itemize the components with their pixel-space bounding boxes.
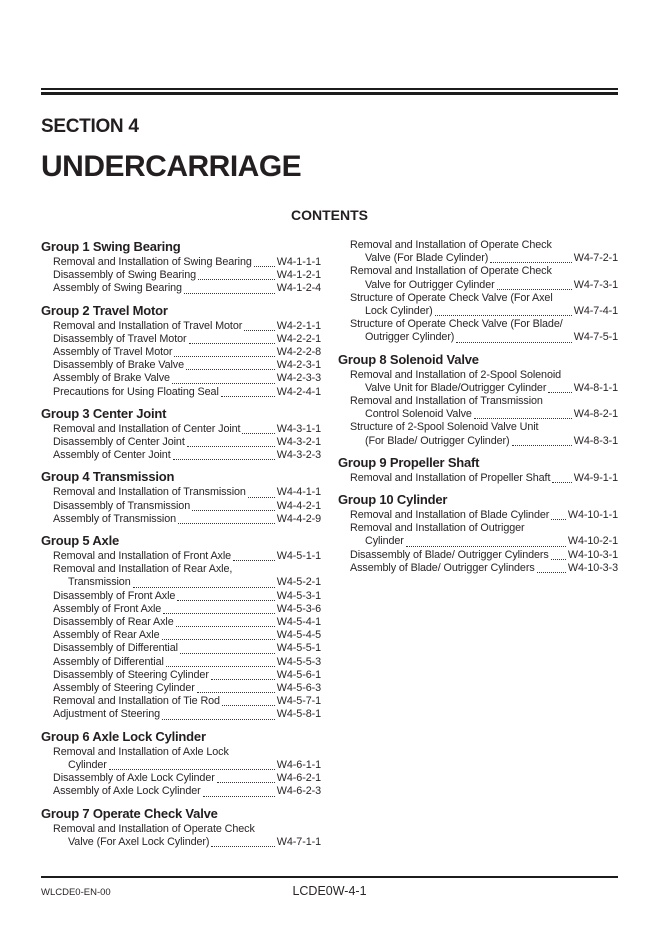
dot-leader [474, 418, 572, 419]
toc-entry-line [350, 562, 618, 575]
dot-leader [435, 315, 572, 316]
toc-entry-line [53, 603, 321, 616]
toc-entry-text: Structure of Operate Check Valve (For Blade/ [350, 318, 563, 331]
toc-entry-text: Disassembly of Brake Valve [53, 359, 185, 372]
toc-entry [53, 616, 321, 629]
dot-leader [166, 666, 275, 667]
dot-leader [537, 572, 566, 573]
page-footer [41, 884, 618, 900]
toc-entry-text: Removal and Installation of Propeller Shaft [350, 471, 551, 484]
toc-entry [53, 603, 321, 616]
toc-entry-line [53, 642, 321, 655]
toc-entry-line [350, 509, 618, 522]
toc-entry-list [41, 423, 321, 463]
toc-entry [53, 333, 321, 346]
toc-group [41, 806, 321, 849]
dot-leader [162, 719, 275, 720]
toc-page-ref: W4-3-2-3 [276, 449, 321, 462]
toc-column-left [41, 239, 321, 849]
toc-entry [53, 423, 321, 436]
toc-group [41, 729, 321, 799]
toc-entry [350, 318, 618, 344]
dot-leader [189, 343, 275, 344]
toc-entry [53, 695, 321, 708]
toc-page-ref: W4-4-1-1 [276, 486, 321, 499]
toc-entry-text: Disassembly of Transmission [53, 499, 191, 512]
toc-entry [53, 513, 321, 526]
toc-entry-line [53, 436, 321, 449]
toc-group [41, 469, 321, 526]
toc-entry-line [53, 682, 321, 695]
contents-heading: CONTENTS [291, 207, 368, 223]
dot-leader [177, 600, 274, 601]
dot-leader [211, 679, 275, 680]
toc-group-title: Group 7 Operate Check Valve [41, 805, 218, 821]
toc-entry [350, 265, 618, 291]
toc-page-ref: W4-5-4-5 [276, 629, 321, 642]
toc-entry-line [350, 265, 618, 278]
toc-entry-line [53, 423, 321, 436]
toc-entry [53, 359, 321, 372]
toc-entry-line [53, 500, 321, 513]
toc-entry-line [350, 549, 618, 562]
toc-entry [350, 239, 618, 265]
toc-entry-line [53, 629, 321, 642]
toc-entry-text: Removal and Installation of Travel Motor [53, 319, 243, 332]
toc-entry [53, 346, 321, 359]
toc-page-ref: W4-5-6-3 [276, 682, 321, 695]
toc-entry [53, 708, 321, 721]
toc-entry-line [350, 382, 618, 395]
toc-entry-text: Removal and Installation of Rear Axle, [53, 563, 233, 576]
toc-entry [350, 421, 618, 447]
dot-leader [406, 546, 566, 547]
toc-entry [53, 682, 321, 695]
toc-page-ref: W4-4-2-1 [276, 499, 321, 512]
toc-entry [53, 669, 321, 682]
toc-entry-line [53, 590, 321, 603]
toc-entry-line [350, 331, 618, 344]
toc-entry-list [41, 256, 321, 296]
toc-entry-text: Assembly of Blade/ Outrigger Cylinders [350, 561, 535, 574]
page-title: UNDERCARRIAGE [41, 150, 302, 183]
toc-entry-list [41, 823, 321, 849]
toc-entry-text: Removal and Installation of Operate Check [350, 239, 552, 251]
dot-leader [173, 459, 275, 460]
toc-entry-line [53, 449, 321, 462]
toc-entry-text: Assembly of Brake Valve [53, 372, 170, 385]
toc-page-ref: W4-5-3-6 [276, 602, 321, 615]
toc-page-ref: W4-6-2-1 [276, 772, 321, 785]
toc-entry [53, 256, 321, 269]
toc-page-ref: W4-10-3-1 [567, 548, 618, 561]
toc-page-ref: W4-2-3-1 [276, 359, 321, 372]
toc-entry-line [53, 372, 321, 385]
toc-page-ref: W4-7-4-1 [573, 305, 618, 318]
toc-group-title: Group 4 Transmission [41, 469, 175, 485]
toc-entry-line [350, 239, 618, 252]
toc-group-title: Group 9 Propeller Shaft [338, 454, 480, 470]
dot-leader [552, 482, 571, 483]
toc-group-title: Group 8 Solenoid Valve [338, 351, 479, 367]
toc-entry-list [338, 509, 618, 575]
toc-entry [53, 550, 321, 563]
toc-entry-list [41, 550, 321, 722]
toc-page-ref: W4-2-4-1 [276, 385, 321, 398]
toc-entry-line [350, 395, 618, 408]
toc-entry-text: Disassembly of Axle Lock Cylinder [53, 772, 215, 785]
dot-leader [174, 356, 274, 357]
toc-entry-line [53, 616, 321, 629]
toc-entry-line [53, 669, 321, 682]
toc-entry-text: Removal and Installation of Transmission [53, 486, 246, 499]
toc-entry-line [53, 746, 321, 759]
toc-entry [53, 436, 321, 449]
dot-leader [176, 626, 275, 627]
toc-entry [350, 369, 618, 395]
toc-entry-text: Disassembly of Center Joint [53, 436, 185, 449]
toc-entry-list [41, 486, 321, 526]
toc-page-ref: W4-5-2-1 [276, 576, 321, 589]
dot-leader [497, 289, 572, 290]
toc-entry-line [53, 346, 321, 359]
toc-page-ref: W4-2-2-1 [276, 332, 321, 345]
toc-entry-line [53, 785, 321, 798]
footer-doc-code: WLCDE0-EN-00 [41, 887, 111, 898]
toc-page-ref: W4-1-1-1 [276, 256, 321, 268]
dot-leader [163, 613, 275, 614]
toc-group-title: Group 1 Swing Bearing [41, 239, 181, 254]
dot-leader [133, 587, 275, 588]
toc-page-ref: W4-4-2-9 [276, 512, 321, 525]
dot-leader [211, 846, 274, 847]
dot-leader [512, 445, 572, 446]
dot-leader [456, 342, 571, 343]
toc-page-ref: W4-6-2-3 [276, 785, 321, 798]
toc-entry-text: Structure of Operate Check Valve (For Axel [350, 291, 553, 304]
toc-entry [53, 320, 321, 333]
section-label: SECTION 4 [41, 116, 139, 137]
toc-entry-text: Assembly of Rear Axle [53, 629, 160, 642]
dot-leader [172, 383, 275, 384]
header-double-rule [41, 88, 618, 95]
toc-entry-text: Cylinder [68, 758, 107, 771]
toc-entry-line [53, 708, 321, 721]
toc-page-ref: W4-9-1-1 [573, 471, 618, 484]
toc-entry-line [350, 305, 618, 318]
dot-leader [178, 523, 275, 524]
toc-entry [53, 772, 321, 785]
toc-page-ref: W4-2-1-1 [276, 319, 321, 332]
toc-entry-line [53, 836, 321, 849]
toc-entry [53, 785, 321, 798]
toc-group [338, 239, 618, 345]
toc-entry-line [53, 333, 321, 346]
toc-page-ref: W4-2-3-3 [276, 372, 321, 385]
toc-entry-text: Removal and Installation of Swing Bearing [53, 256, 252, 268]
toc-group [338, 492, 618, 575]
dot-leader [184, 293, 275, 294]
dot-leader [192, 510, 275, 511]
toc-page-ref: W4-5-7-1 [276, 695, 321, 708]
toc-group [338, 455, 618, 485]
toc-entry [53, 563, 321, 589]
toc-entry-text: Valve Unit for Blade/Outrigger Cylinder [365, 381, 547, 394]
toc-page-ref: W4-10-3-3 [567, 561, 618, 574]
toc-entry-line [350, 279, 618, 292]
toc-entry-text: (For Blade/ Outrigger Cylinder) [365, 434, 510, 447]
toc-entry-text: Disassembly of Front Axle [53, 589, 176, 602]
toc-entry-text: Assembly of Axle Lock Cylinder [53, 785, 201, 798]
toc-page-ref: W4-5-1-1 [276, 550, 321, 563]
toc-entry-text: Valve (For Axel Lock Cylinder) [68, 835, 210, 848]
dot-leader [254, 266, 275, 267]
dot-leader [222, 705, 275, 706]
toc-entry-line [53, 282, 321, 295]
dot-leader [187, 446, 275, 447]
footer-page-code: LCDE0W-4-1 [292, 884, 367, 898]
toc-entry-text: Disassembly of Travel Motor [53, 332, 187, 345]
toc-entry-list [41, 746, 321, 799]
toc-group-title: Group 10 Cylinder [338, 492, 448, 508]
toc-entry [53, 486, 321, 499]
toc-entry-line [53, 256, 321, 269]
toc-entry-text: Control Solenoid Valve [365, 408, 472, 421]
toc-entry [53, 500, 321, 513]
toc-entry-text: Structure of 2-Spool Solenoid Valve Unit [350, 421, 539, 434]
toc-entry-text: Assembly of Travel Motor [53, 346, 173, 359]
toc-page-ref: W4-5-6-1 [276, 668, 321, 681]
dot-leader [248, 497, 275, 498]
dot-leader [217, 782, 275, 783]
toc-entry-text: Cylinder [365, 535, 404, 548]
toc-entry [53, 372, 321, 385]
toc-entry [350, 395, 618, 421]
toc-page-ref: W4-7-2-1 [573, 252, 618, 265]
dot-leader [186, 369, 275, 370]
toc-entry-line [350, 472, 618, 485]
toc-entry-text: Removal and Installation of Axle Lock [53, 745, 229, 758]
toc-entry-line [53, 386, 321, 399]
toc-entry [350, 472, 618, 485]
toc-entry-text: Removal and Installation of Front Axle [53, 550, 232, 563]
toc-entry-text: Removal and Installation of 2-Spool Solenoid [350, 368, 562, 381]
dot-leader [180, 653, 275, 654]
toc-entry-line [350, 522, 618, 535]
toc-entry-text: Disassembly of Blade/ Outrigger Cylinders [350, 548, 549, 561]
toc-entry-line [53, 772, 321, 785]
toc-entry-text: Disassembly of Swing Bearing [53, 269, 197, 282]
toc-entry-text: Removal and Installation of Operate Check [53, 822, 255, 835]
toc-entry [53, 642, 321, 655]
toc-entry [53, 746, 321, 772]
toc-page-ref: W4-3-2-1 [276, 436, 321, 449]
toc-entry-text: Valve for Outrigger Cylinder [365, 278, 495, 291]
toc-entry [350, 562, 618, 575]
toc-page-ref: W4-8-3-1 [573, 434, 618, 447]
toc-entry-line [53, 550, 321, 563]
toc-entry [53, 823, 321, 849]
dot-leader [221, 396, 275, 397]
toc-entry-text: Precautions for Using Floating Seal [53, 385, 219, 398]
toc-entry-line [53, 513, 321, 526]
toc-entry-text: Assembly of Center Joint [53, 449, 171, 462]
toc-entry [53, 449, 321, 462]
toc-group [41, 239, 321, 296]
toc-entry-text: Removal and Installation of Tie Rod [53, 695, 220, 708]
toc-entry-list [41, 320, 321, 399]
toc-entry-text: Assembly of Transmission [53, 512, 177, 525]
dot-leader [244, 330, 275, 331]
toc-page-ref: W4-5-3-1 [276, 589, 321, 602]
toc-entry-line [53, 576, 321, 589]
toc-group [41, 406, 321, 463]
toc-entry-text: Disassembly of Steering Cylinder [53, 668, 209, 681]
toc-entry [350, 522, 618, 548]
toc-entry-text: Removal and Installation of Transmission [350, 395, 543, 408]
toc-entry-text: Removal and Installation of Outrigger [350, 522, 525, 535]
toc-page-ref: W4-5-4-1 [276, 616, 321, 629]
toc-entry-text: Assembly of Swing Bearing [53, 282, 182, 295]
toc-entry-text: Removal and Installation of Operate Check [350, 265, 552, 278]
toc-entry-text: Removal and Installation of Blade Cylinder [350, 509, 550, 522]
toc-page-ref: W4-5-5-1 [276, 642, 321, 655]
toc-entry-text: Disassembly of Differential [53, 642, 178, 655]
header-rule-thin [41, 88, 618, 90]
toc-entry [350, 292, 618, 318]
header-rule-thick [41, 92, 618, 95]
toc-page-ref: W4-10-1-1 [567, 509, 618, 522]
toc-group-title: Group 5 Axle [41, 533, 120, 549]
toc-entry-text: Assembly of Front Axle [53, 602, 162, 615]
toc-entry-text: Outrigger Cylinder) [365, 331, 455, 344]
toc-entry-text: Valve (For Blade Cylinder) [365, 252, 489, 265]
toc-group-title: Group 2 Travel Motor [41, 302, 168, 318]
toc-entry [53, 386, 321, 399]
toc-entry-line [53, 359, 321, 372]
dot-leader [162, 639, 275, 640]
toc-page-ref: W4-6-1-1 [276, 758, 321, 771]
toc-entry-text: Removal and Installation of Center Joint [53, 422, 241, 435]
toc-entry-list [338, 472, 618, 485]
toc-entry-line [53, 695, 321, 708]
dot-leader [490, 262, 572, 263]
toc-group [338, 352, 618, 448]
table-of-contents [41, 239, 618, 849]
toc-entry-list [338, 239, 618, 345]
toc-entry-line [350, 369, 618, 382]
toc-page-ref: W4-5-5-3 [276, 655, 321, 668]
dot-leader [198, 279, 275, 280]
toc-entry-line [53, 823, 321, 836]
toc-entry-line [53, 320, 321, 333]
toc-entry-line [53, 486, 321, 499]
dot-leader [197, 692, 275, 693]
toc-entry-text: Adjustment of Steering [53, 708, 161, 721]
toc-page-ref: W4-7-5-1 [573, 331, 618, 344]
page-content [0, 88, 659, 849]
toc-entry-line [53, 759, 321, 772]
dot-leader [551, 559, 566, 560]
toc-entry-line [350, 408, 618, 421]
toc-entry [350, 549, 618, 562]
toc-entry-list [338, 369, 618, 448]
toc-entry [53, 269, 321, 282]
toc-group-title: Group 3 Center Joint [41, 405, 167, 421]
toc-group [41, 533, 321, 722]
toc-entry [53, 282, 321, 295]
toc-page-ref: W4-5-8-1 [276, 708, 321, 721]
toc-entry-text: Assembly of Steering Cylinder [53, 682, 195, 695]
toc-entry [53, 629, 321, 642]
dot-leader [233, 560, 275, 561]
dot-leader [109, 769, 275, 770]
toc-group-title: Group 6 Axle Lock Cylinder [41, 728, 206, 744]
dot-leader [203, 796, 275, 797]
toc-group [41, 303, 321, 399]
dot-leader [242, 433, 274, 434]
toc-page-ref: W4-8-2-1 [573, 408, 618, 421]
toc-entry-line [350, 292, 618, 305]
toc-entry-text: Assembly of Differential [53, 655, 164, 668]
toc-page-ref: W4-10-2-1 [567, 535, 618, 548]
toc-column-right [338, 239, 618, 849]
toc-entry [350, 509, 618, 522]
toc-page-ref: W4-8-1-1 [573, 381, 618, 394]
toc-entry-line [53, 656, 321, 669]
toc-entry-text: Transmission [68, 576, 131, 589]
toc-entry [53, 656, 321, 669]
toc-entry-text: Disassembly of Rear Axle [53, 616, 174, 629]
toc-page-ref: W4-7-1-1 [276, 835, 321, 848]
toc-page-ref: W4-2-2-8 [276, 346, 321, 359]
toc-page-ref: W4-3-1-1 [276, 422, 321, 435]
toc-page-ref: W4-1-2-1 [276, 269, 321, 282]
toc-page-ref: W4-1-2-4 [276, 282, 321, 295]
toc-entry [53, 590, 321, 603]
dot-leader [551, 519, 566, 520]
footer-rule [41, 876, 618, 878]
toc-entry-line [350, 421, 618, 434]
toc-entry-line [53, 269, 321, 282]
toc-entry-line [350, 252, 618, 265]
toc-entry-line [350, 318, 618, 331]
toc-entry-line [350, 435, 618, 448]
dot-leader [548, 392, 571, 393]
toc-page-ref: W4-7-3-1 [573, 278, 618, 291]
toc-entry-text: Lock Cylinder) [365, 305, 433, 318]
toc-entry-line [350, 535, 618, 548]
toc-entry-line [53, 563, 321, 576]
